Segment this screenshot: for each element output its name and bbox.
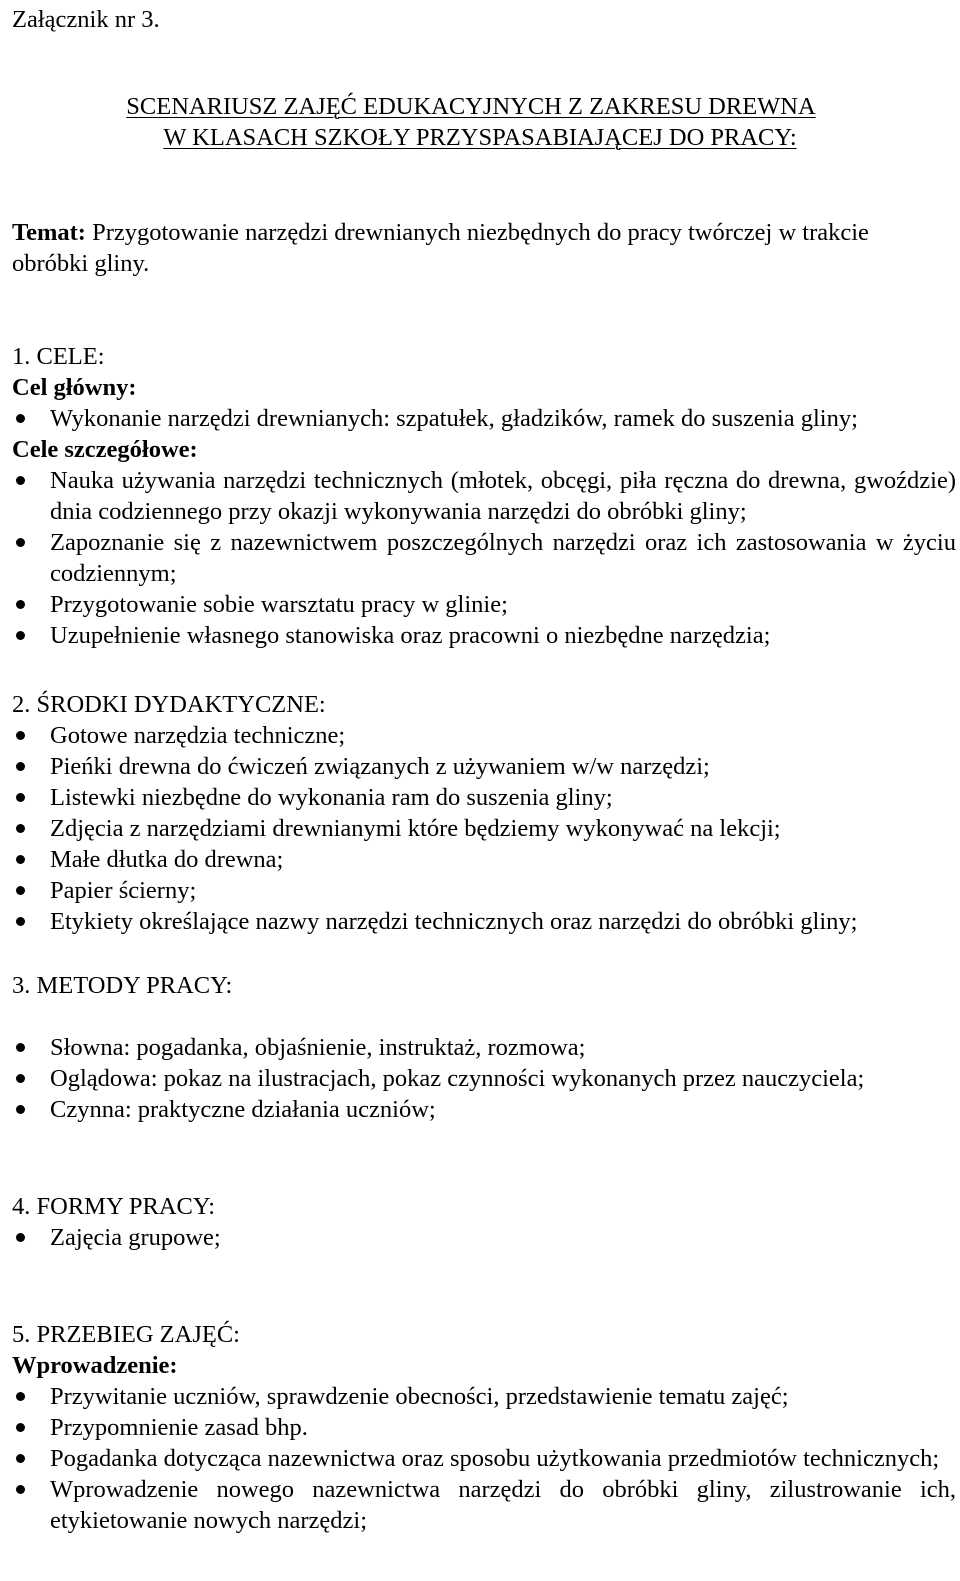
title-line-2: W KLASACH SZKOŁY PRZYSPASABIAJĄCEJ DO PRACY: <box>163 124 797 151</box>
list-item: Wykonanie narzędzi drewnianych: szpatułek, gładzików, ramek do suszenia gliny; <box>12 403 956 434</box>
list-item: Pieńki drewna do ćwiczeń związanych z używaniem w/w narzędzi; <box>12 751 956 782</box>
section-forms <box>12 1191 956 1253</box>
attachment-label: Załącznik nr 3. <box>12 6 160 33</box>
topic-label: Temat: <box>12 219 86 246</box>
section-methods <box>12 970 956 1125</box>
list-item: Papier ścierny; <box>12 875 956 906</box>
list-item: Gotowe narzędzia techniczne; <box>12 720 956 751</box>
title-line-1: SCENARIUSZ ZAJĘĆ EDUKACYJNYCH Z ZAKRESU DREWNA <box>126 93 816 120</box>
list-item: Przywitanie uczniów, sprawdzenie obecności, przedstawienie tematu zajęć; <box>12 1381 956 1412</box>
course-list <box>12 1381 956 1536</box>
section-heading: 4. FORMY PRACY: <box>12 1193 216 1220</box>
intro-label: Wprowadzenie: <box>12 1352 178 1379</box>
topic-text: Przygotowanie narzędzi drewnianych niezbędnych do pracy twórczej w trakcie obróbki gliny. <box>12 219 869 277</box>
list-item: Nauka używania narzędzi technicznych (młotek, obcęgi, piła ręczna do drewna, gwoździe) dnia codziennego przy okazji wykonywania narzędzi do obróbki gliny; <box>12 465 956 527</box>
list-item: Pogadanka dotycząca nazewnictwa oraz sposobu użytkowania przedmiotów technicznych; <box>12 1443 956 1474</box>
list-item: Zdjęcia z narzędziami drewnianymi które będziemy wykonywać na lekcji; <box>12 813 956 844</box>
list-item: Przygotowanie sobie warsztatu pracy w glinie; <box>12 589 956 620</box>
list-item: Wprowadzenie nowego nazewnictwa narzędzi do obróbki gliny, zilustrowanie ich, etykietowanie nowych narzędzi; <box>12 1474 956 1536</box>
forms-list <box>12 1222 956 1253</box>
list-item: Słowna: pogadanka, objaśnienie, instruktaż, rozmowa; <box>12 1032 956 1063</box>
list-item: Czynna: praktyczne działania uczniów; <box>12 1094 956 1125</box>
specific-goals-list <box>12 465 956 651</box>
list-item: Etykiety określające nazwy narzędzi technicznych oraz narzędzi do obróbki gliny; <box>12 906 956 937</box>
list-item: Listewki niezbędne do wykonania ram do suszenia gliny; <box>12 782 956 813</box>
methods-list <box>12 1032 956 1125</box>
list-item: Oglądowa: pokaz na ilustracjach, pokaz czynności wykonanych przez nauczyciela; <box>12 1063 956 1094</box>
document-title <box>6 91 954 153</box>
section-heading: 2. ŚRODKI DYDAKTYCZNE: <box>12 691 326 718</box>
list-item: Zajęcia grupowe; <box>12 1222 956 1253</box>
section-heading: 3. METODY PRACY: <box>12 972 233 999</box>
list-item: Zapoznanie się z nazewnictwem poszczególnych narzędzi oraz ich zastosowania w życiu codziennym; <box>12 527 956 589</box>
section-heading: 1. CELE: <box>12 343 105 370</box>
topic-paragraph <box>12 217 942 279</box>
section-course <box>12 1319 956 1536</box>
main-goal-list <box>12 403 956 434</box>
list-item: Uzupełnienie własnego stanowiska oraz pracowni o niezbędne narzędzia; <box>12 620 956 651</box>
section-goals <box>12 341 956 651</box>
list-item: Przypomnienie zasad bhp. <box>12 1412 956 1443</box>
main-goal-label: Cel główny: <box>12 374 137 401</box>
section-heading: 5. PRZEBIEG ZAJĘĆ: <box>12 1321 240 1348</box>
section-didactic-means <box>12 689 956 937</box>
didactic-means-list <box>12 720 956 937</box>
list-item: Małe dłutka do drewna; <box>12 844 956 875</box>
specific-goals-label: Cele szczegółowe: <box>12 436 198 463</box>
